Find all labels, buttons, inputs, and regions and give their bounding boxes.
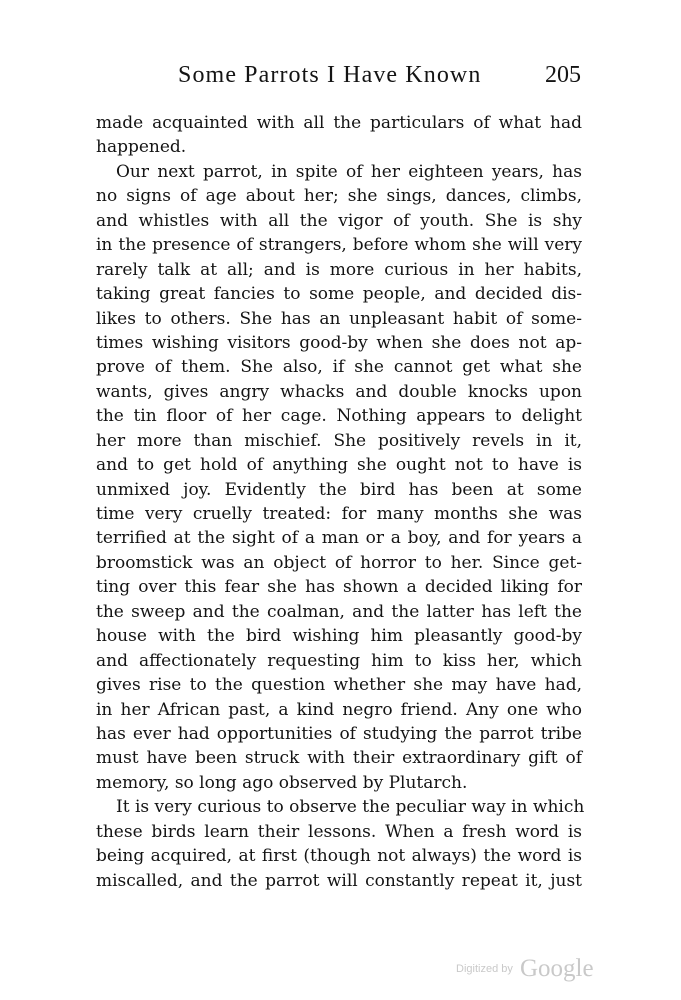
text-line: the tin floor of her cage. Nothing appears to delight bbox=[96, 406, 582, 427]
text-line: made acquainted with all the particulars of what had bbox=[96, 113, 582, 133]
digitized-by-text: Digitized by bbox=[456, 963, 513, 975]
text-line: happened. bbox=[96, 137, 187, 158]
text-line: the sweep and the coalman, and the latter has left the bbox=[96, 601, 582, 622]
text-line: has ever had opportunities of studying the parrot tribe bbox=[96, 723, 582, 744]
text-line: and whistles with all the vigor of youth. She is shy bbox=[96, 210, 582, 231]
text-line: in the presence of strangers, before whom she will very bbox=[96, 235, 582, 256]
text-line: and to get hold of anything she ought not to have is bbox=[96, 455, 582, 476]
text-line: rarely talk at all; and is more curious in her habits, bbox=[96, 259, 582, 280]
text-line: and affectionately requesting him to kiss her, which bbox=[96, 650, 582, 671]
text-line: wants, gives angry whacks and double knocks upon bbox=[96, 381, 582, 402]
text-line: no signs of age about her; she sings, dances, climbs, bbox=[96, 186, 582, 207]
text-line: ting over this fear she has shown a decided liking for bbox=[96, 577, 582, 598]
text-line: in her African past, a kind negro friend. Any one who bbox=[96, 699, 582, 720]
body-text bbox=[96, 111, 585, 893]
running-title: Some Parrots I Have Known bbox=[178, 62, 482, 88]
page-header bbox=[0, 62, 681, 96]
text-line: time very cruelly treated: for many months she was bbox=[96, 504, 582, 524]
page-number: 205 bbox=[545, 62, 581, 88]
text-line: taking great fancies to some people, and decided dis- bbox=[96, 284, 582, 305]
text-line: prove of them. She also, if she cannot get what she bbox=[96, 357, 582, 378]
text-line: memory, so long ago observed by Plutarch. bbox=[96, 772, 468, 793]
text-line: gives rise to the question whether she may have had, bbox=[96, 675, 582, 696]
text-line: must have been struck with their extraordinary gift of bbox=[96, 748, 582, 769]
text-line: miscalled, and the parrot will constantly repeat it, just bbox=[96, 870, 582, 891]
text-line: these birds learn their lessons. When a fresh word is bbox=[96, 821, 582, 842]
text-line: house with the bird wishing him pleasantly good-by bbox=[96, 626, 582, 647]
text-line: being acquired, at first (though not always) the word is bbox=[96, 846, 582, 867]
digitized-by-watermark bbox=[456, 955, 594, 983]
text-line: It is very curious to observe the peculiar way in which bbox=[116, 797, 585, 818]
text-line: terrified at the sight of a man or a boy, and for years a bbox=[96, 528, 582, 549]
text-line: her more than mischief. She positively revels in it, bbox=[96, 430, 582, 451]
text-line: times wishing visitors good-by when she does not ap- bbox=[96, 332, 582, 353]
text-line: unmixed joy. Evidently the bird has been at some bbox=[96, 479, 582, 500]
text-line: Our next parrot, in spite of her eighteen years, has bbox=[116, 161, 582, 182]
google-logo: Google bbox=[519, 955, 594, 982]
text-line: broomstick was an object of horror to her. Since get- bbox=[96, 552, 582, 573]
text-line: likes to others. She has an unpleasant habit of some- bbox=[96, 308, 582, 329]
